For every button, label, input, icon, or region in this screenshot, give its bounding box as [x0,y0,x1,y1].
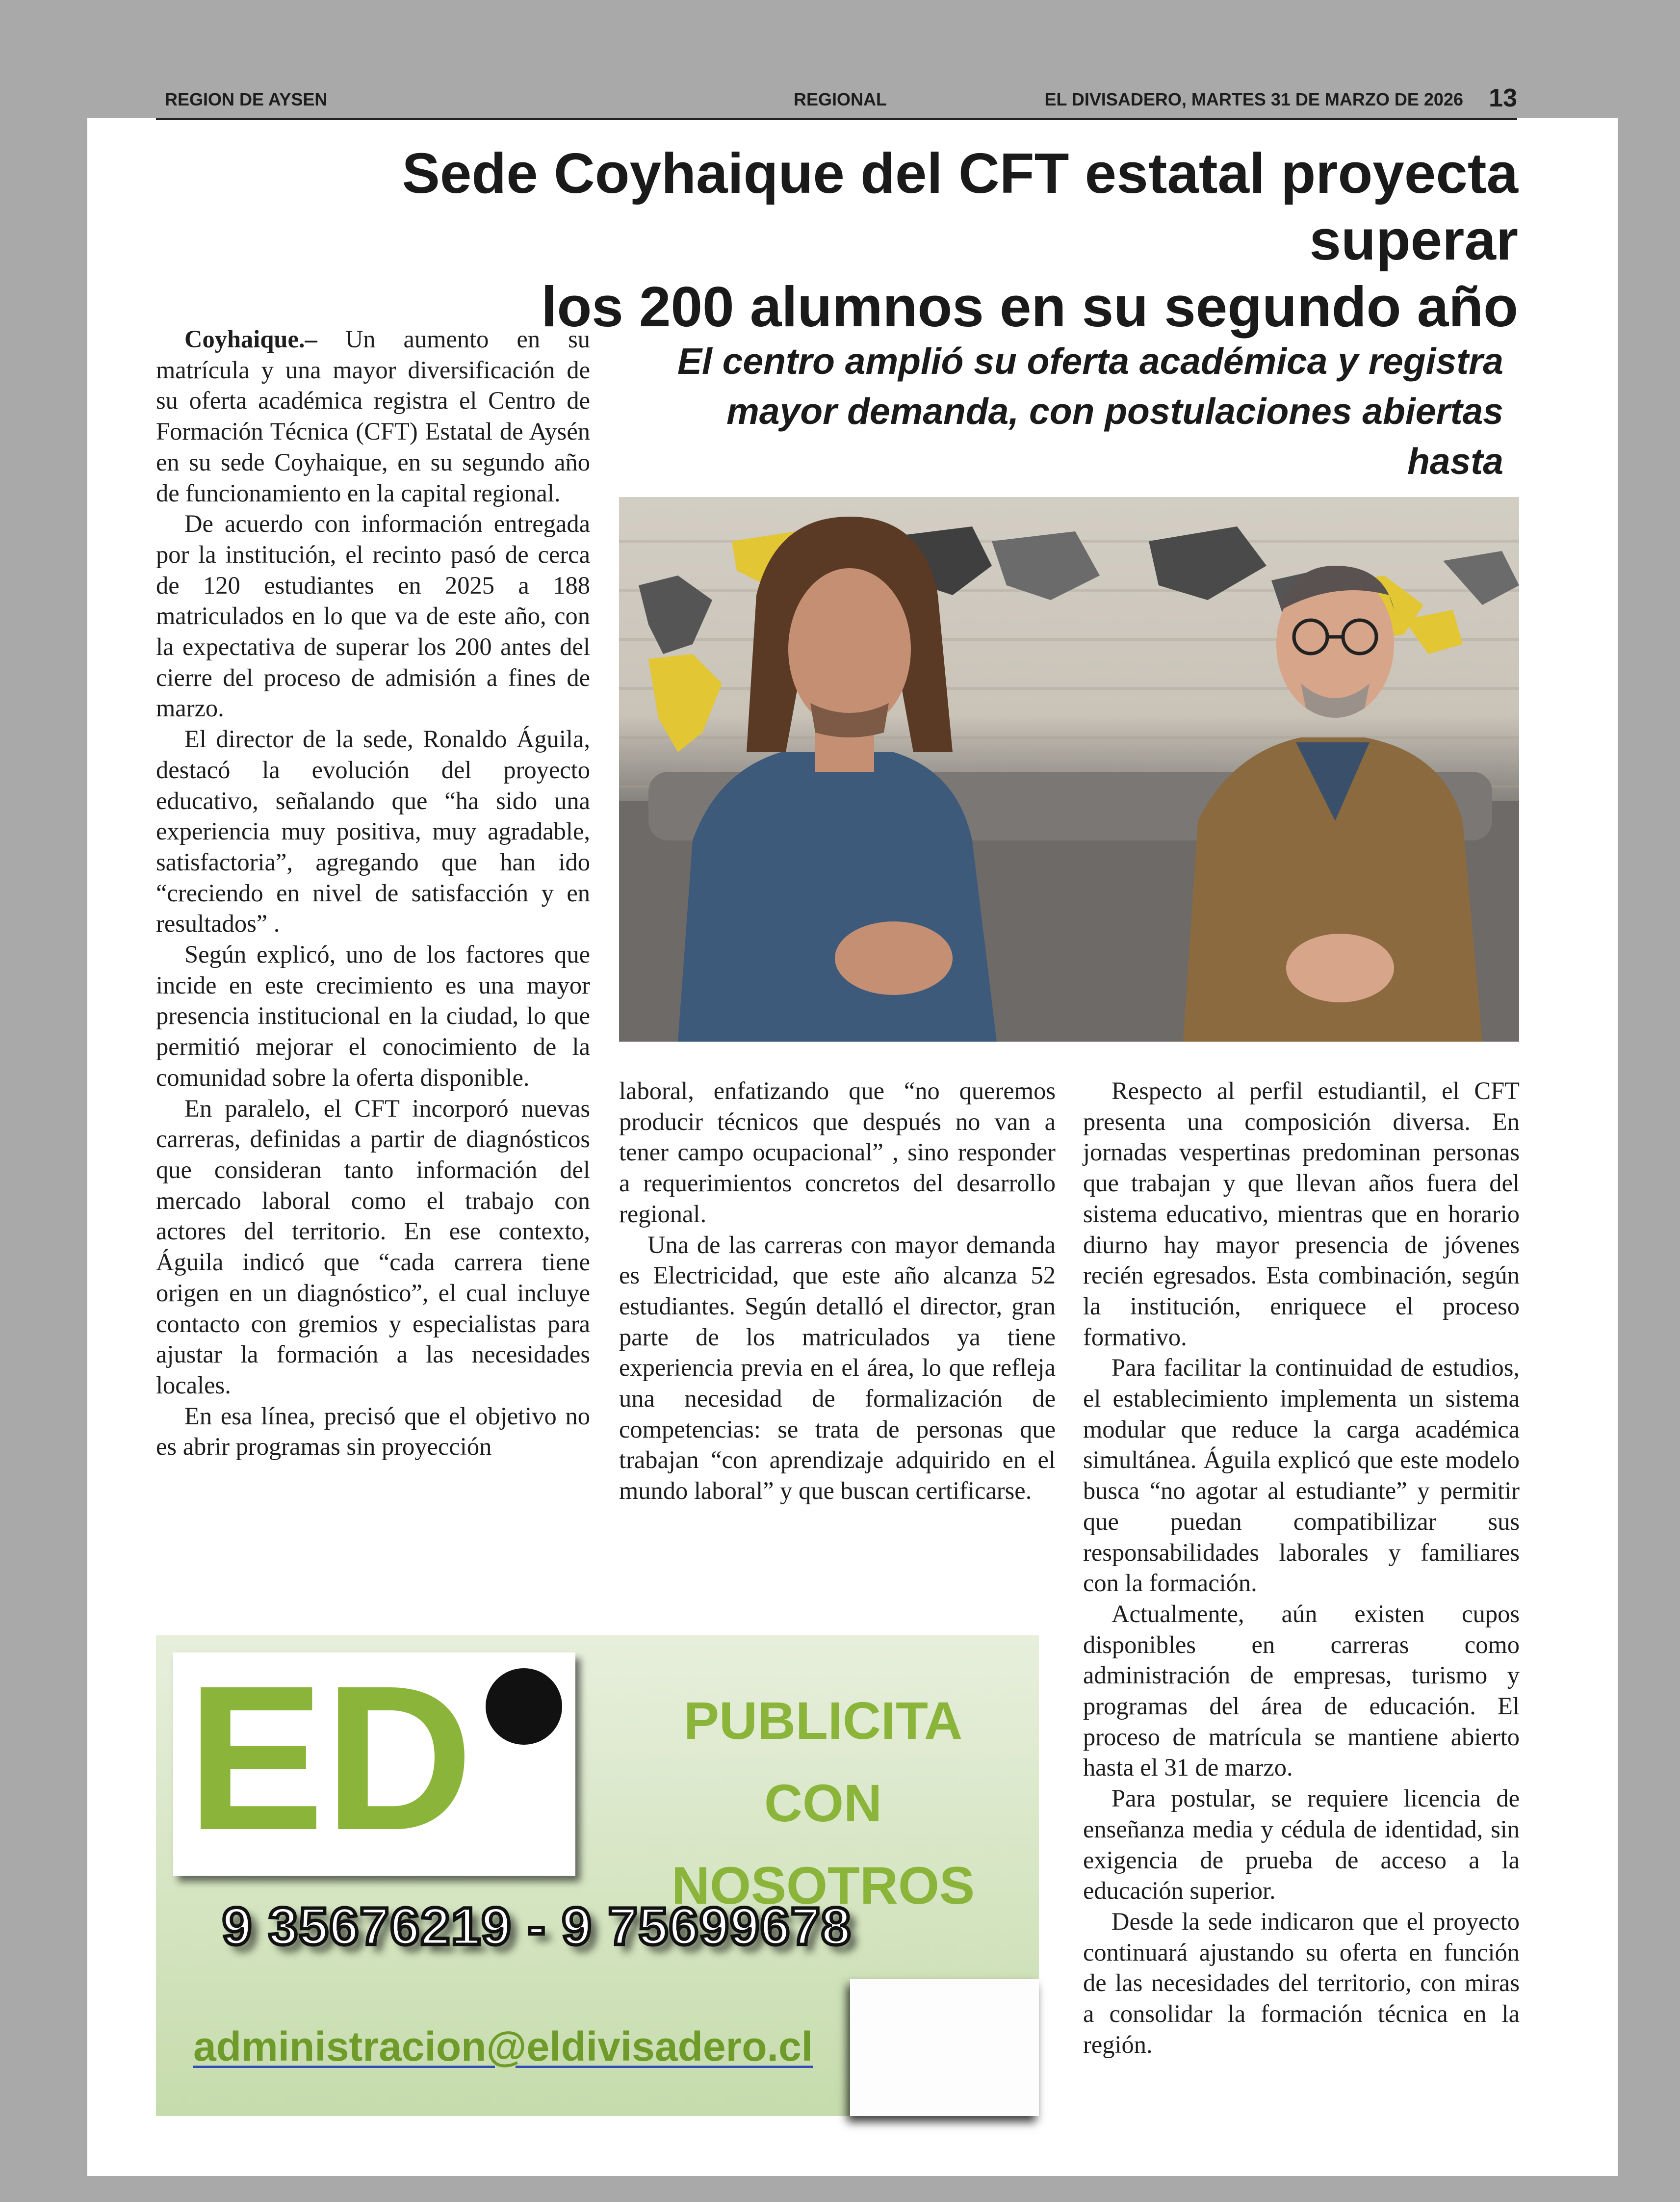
paragraph: Coyhaique.– Un aumento en su matrícula y una mayor diversificación de su oferta académica registra el Centro de Formación Técnica (CFT) Estatal de Aysén en su sede Coyhaique, en su segundo año de funcionamiento en la capital regional. [156,325,591,507]
ad-page-curl [850,1979,1039,2116]
paragraph: De acuerdo con información entregada por la institución, el recinto pasó de cerca de 120 estudiantes en 2025 a 188 matriculados en lo que va de este año, con la expectativa de superar los 200 antes del cierre del proceso de admisión a fines de marzo. [156,510,590,722]
paragraph: Para facilitar la continuidad de estudios, el establecimiento implementa un sistema modular que reduce la carga académica simultánea. Águila explicó que este modelo busca “no agotar al estudiante” y permitir que puedan compatibilizar sus responsabilidades laborales y familiares con la formación. [1083,1354,1520,1597]
ed-logo-mark [173,1652,575,1876]
article-column-3 [1083,1075,1520,2060]
subhead-line-2: mayor demanda, con postulaciones abiertas hasta [726,391,1503,482]
article-headline [206,140,1518,340]
paragraph: laboral, enfatizando que “no queremos producir técnicos que después no van a tener campo ocupacional” , sino responder a requerimientos concretos del desarrollo regional. [619,1077,1056,1228]
paragraph: El director de la sede, Ronaldo Águila, destacó la evolución del proyecto educativo, señalando que “ha sido una experiencia muy positiva, muy agradable, satisfactoria”, agregando que han ido “creciendo en nivel de satisfacción y en resultados” . [156,725,590,938]
headline-line-1: Sede Coyhaique del CFT estatal proyecta superar [402,141,1518,272]
paragraph: Respecto al perfil estudiantil, el CFT presenta una composición diversa. En jornadas vespertinas predominan personas que trabajan y que llevan años fuera del sistema educativo, mientras que en horario diurno hay mayor presencia de jóvenes recién egresados. Esta combinación, según la institución, enriquece el proceso formativo. [1083,1077,1520,1351]
lead-label: Coyhaique.– [184,325,317,353]
paragraph: Una de las carreras con mayor demanda es Electricidad, que este año alcanza 52 estudiantes. Según detalló el director, gran parte de los matriculados ya tiene experiencia previa en el área, lo que refleja una necesidad de formalización de competencias: se trata de personas que trabajan “con aprendizaje adquirido en el mundo laboral” y que buscan certificarse. [619,1231,1056,1505]
ad-phone-numbers: 9 35676219 - 9 75699678 [222,1896,852,1956]
page-header [156,82,1517,120]
header-region: REGION DE AYSEN [165,89,328,109]
paragraph: Para postular, se requiere licencia de enseñanza media y cédula de identidad, sin exigencia de prueba de acceso a la educación superior. [1083,1784,1520,1905]
article-photo [619,497,1519,1042]
logo-dot [486,1668,562,1745]
paragraph: Según explicó, uno de los factores que incide en este crecimiento es una mayor presencia institucional en la ciudad, lo que permitió mejorar el conocimiento de la comunidad sobre la oferta disponible. [156,941,590,1091]
ad-email-link[interactable]: administracion@eldivisadero.cl [193,2023,813,2070]
article-column-1 [156,324,590,1462]
ad-call-to-action: PUBLICITA CON NOSOTROS [671,1691,975,1915]
article-column-2 [619,1075,1056,1506]
paragraph: En paralelo, el CFT incorporó nuevas carreras, definidas a partir de diagnósticos que consideran tanto información del mercado laboral como el trabajo con actores del territorio. En ese contexto, Águila indicó que “cada carrera tiene origen en un diagnóstico”, el cual incluye contacto con gremios y especialistas para ajustar la formación a las necesidades locales. [156,1094,590,1399]
paragraph: Actualmente, aún existen cupos disponibles en carreras como administración de empresas, turismo y programas del área de educación. El proceso de matrícula se mantiene abierto hasta el 31 de marzo. [1083,1599,1520,1782]
header-dateline: EL DIVISADERO, MARTES 31 DE MARZO DE 2026 [1044,89,1463,109]
ed-logo [173,1652,575,1876]
paragraph: En esa línea, precisó que el objetivo no es abrir programas sin proyección [156,1402,590,1461]
logo-text: ED [187,1652,473,1873]
page-number: 13 [1489,84,1517,112]
paragraph: Desde la sede indicaron que el proyecto continuará ajustando su oferta en función de las necesidades del territorio, con miras a consolidar la formación técnica en la región. [1083,1907,1520,2058]
subhead-line-1: El centro amplió su oferta académica y registra [677,341,1503,382]
headline-line-2: los 200 alumnos en su segundo año [541,275,1518,339]
advertisement [156,1635,1039,2116]
photo-illustration [619,497,1519,1042]
header-section: REGIONAL [794,89,887,109]
